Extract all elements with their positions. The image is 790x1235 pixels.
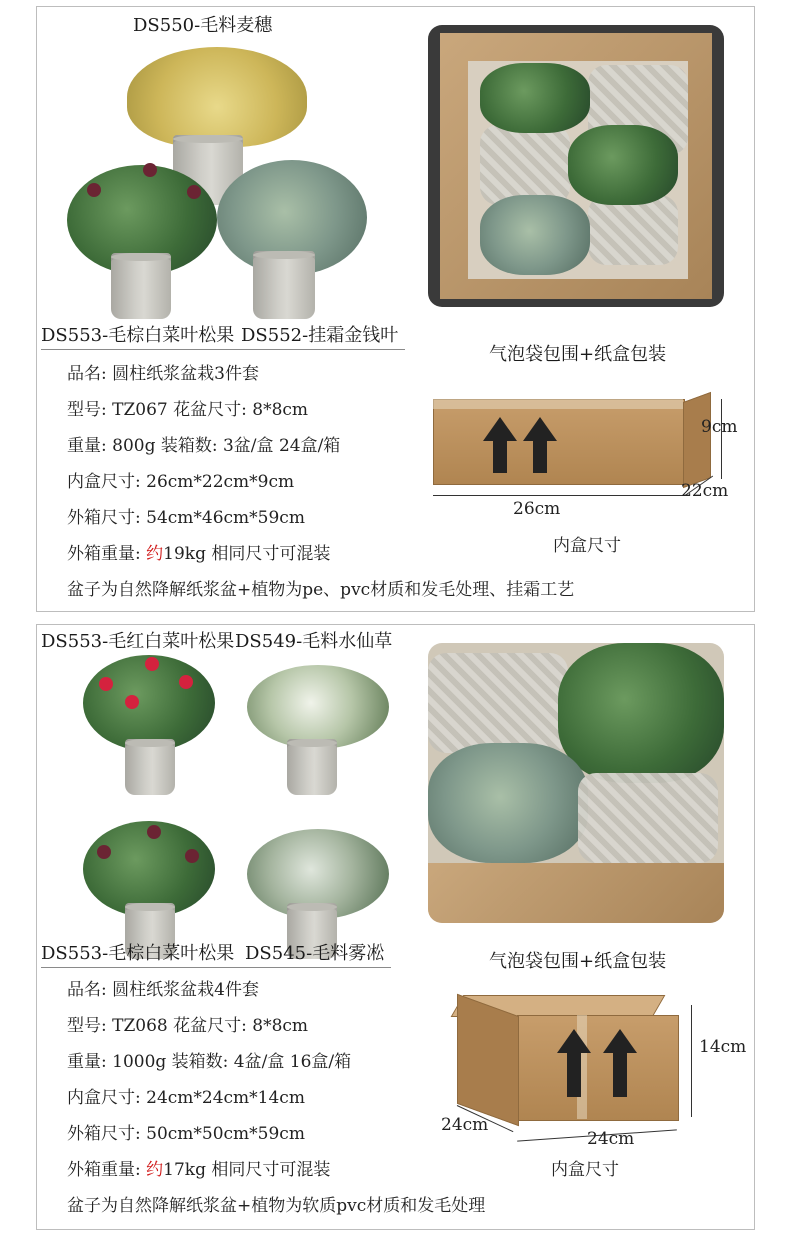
spec-outer-box-2: 外箱尺寸: 50cm*50cm*59cm (67, 1124, 305, 1144)
pine-cone (87, 183, 101, 197)
product-photo-set1 (57, 35, 387, 325)
box-front (433, 399, 685, 485)
arrow-shaft (613, 1053, 627, 1097)
up-arrow-icon (557, 1029, 591, 1053)
wheat-foliage (127, 47, 307, 147)
product-set-2-panel (36, 624, 755, 1230)
dimension-line (721, 399, 722, 479)
dim-width-2: 24cm (587, 1129, 635, 1149)
bubble-wrap (480, 125, 570, 205)
arrow-shaft (493, 441, 507, 473)
dim-caption-2: 内盒尺寸 (551, 1160, 619, 1180)
bubble-wrap (428, 653, 568, 753)
pine-cone (185, 849, 199, 863)
pot (111, 253, 171, 319)
plant-cluster (480, 63, 590, 133)
spec-weight: 重量: 800g 装箱数: 3盆/盒 24盒/箱 (67, 436, 341, 456)
gross-value: 19kg 相同尺寸可混装 (163, 544, 331, 564)
spec-weight-2: 重量: 1000g 装箱数: 4盆/盒 16盒/箱 (67, 1052, 352, 1072)
pine-cone (147, 825, 161, 839)
divider (41, 349, 405, 350)
gross-prefix: 外箱重量: (67, 544, 147, 564)
dimension-line (691, 1005, 692, 1117)
packing-caption: 气泡袋包围+纸盒包装 (489, 344, 667, 365)
label-ds549: DS549-毛料水仙草 (235, 631, 393, 652)
box-front (517, 1015, 679, 1121)
dim-width: 26cm (513, 499, 561, 519)
gross-prefix: 外箱重量: (67, 1160, 147, 1180)
spec-inner-box: 内盒尺寸: 26cm*22cm*9cm (67, 472, 295, 492)
dim-depth-2: 24cm (441, 1115, 489, 1135)
pine-cone (143, 163, 157, 177)
pine-cone (187, 185, 201, 199)
arrow-shaft (533, 441, 547, 473)
spec-gross-weight (67, 539, 330, 564)
bubble-wrap (588, 195, 678, 265)
spec-note-2: 盆子为自然降解纸浆盆+植物为软质pvc材质和发毛处理 (67, 1196, 486, 1216)
box-side (683, 392, 711, 488)
bubble-wrap (578, 773, 718, 863)
pine-cone (145, 657, 159, 671)
up-arrow-icon (483, 417, 517, 441)
pot (125, 739, 175, 795)
spec-gross-weight-2 (67, 1155, 330, 1180)
pot (253, 251, 315, 319)
pine-cone (99, 677, 113, 691)
label-ds553-brown: DS553-毛棕白菜叶松果 (41, 943, 235, 964)
tape (433, 399, 683, 409)
spec-outer-box: 外箱尺寸: 54cm*46cm*59cm (67, 508, 305, 528)
spec-name-2: 品名: 圆柱纸浆盆栽4件套 (67, 980, 259, 1000)
spec-inner-box-2: 内盒尺寸: 24cm*24cm*14cm (67, 1088, 305, 1108)
dim-caption: 内盒尺寸 (553, 536, 621, 556)
packing-photo-2 (428, 643, 724, 923)
dimension-line (433, 495, 683, 496)
gross-approx: 约 (146, 1160, 164, 1180)
up-arrow-icon (603, 1029, 637, 1053)
gross-value: 17kg 相同尺寸可混装 (163, 1160, 331, 1180)
pine-cone (125, 695, 139, 709)
packing-caption-2: 气泡袋包围+纸盒包装 (489, 951, 667, 972)
carton (428, 863, 724, 923)
dim-height-2: 14cm (699, 1037, 747, 1057)
pine-cone (179, 675, 193, 689)
label-ds553: DS553-毛棕白菜叶松果 (41, 325, 235, 346)
daffodil-foliage (247, 665, 389, 749)
dim-height: 9cm (701, 417, 738, 437)
dim-depth: 22cm (681, 481, 729, 501)
box-side (457, 994, 519, 1127)
pot (287, 739, 337, 795)
divider (41, 967, 391, 968)
spec-note: 盆子为自然降解纸浆盆+植物为pe、pvc材质和发毛处理、挂霜工艺 (67, 580, 575, 600)
spec-model-2: 型号: TZ068 花盆尺寸: 8*8cm (67, 1016, 309, 1036)
plant-cluster (568, 125, 678, 205)
product-set-1-panel (36, 6, 755, 612)
product-photo-set2 (67, 649, 387, 939)
plant-cluster (428, 743, 588, 863)
label-ds552: DS552-挂霜金钱叶 (241, 325, 399, 346)
plant-cluster (558, 643, 724, 783)
spec-model: 型号: TZ067 花盆尺寸: 8*8cm (67, 400, 309, 420)
label-ds550: DS550-毛料麦穗 (133, 15, 273, 36)
label-ds553-red: DS553-毛红白菜叶松果 (41, 631, 235, 652)
gross-approx: 约 (146, 544, 164, 564)
arrow-shaft (567, 1053, 581, 1097)
packing-photo (428, 25, 724, 307)
label-ds545: DS545-毛料雾凇 (245, 943, 385, 964)
up-arrow-icon (523, 417, 557, 441)
pine-cone (97, 845, 111, 859)
plant-cluster (480, 195, 590, 275)
spec-name: 品名: 圆柱纸浆盆栽3件套 (67, 364, 259, 384)
